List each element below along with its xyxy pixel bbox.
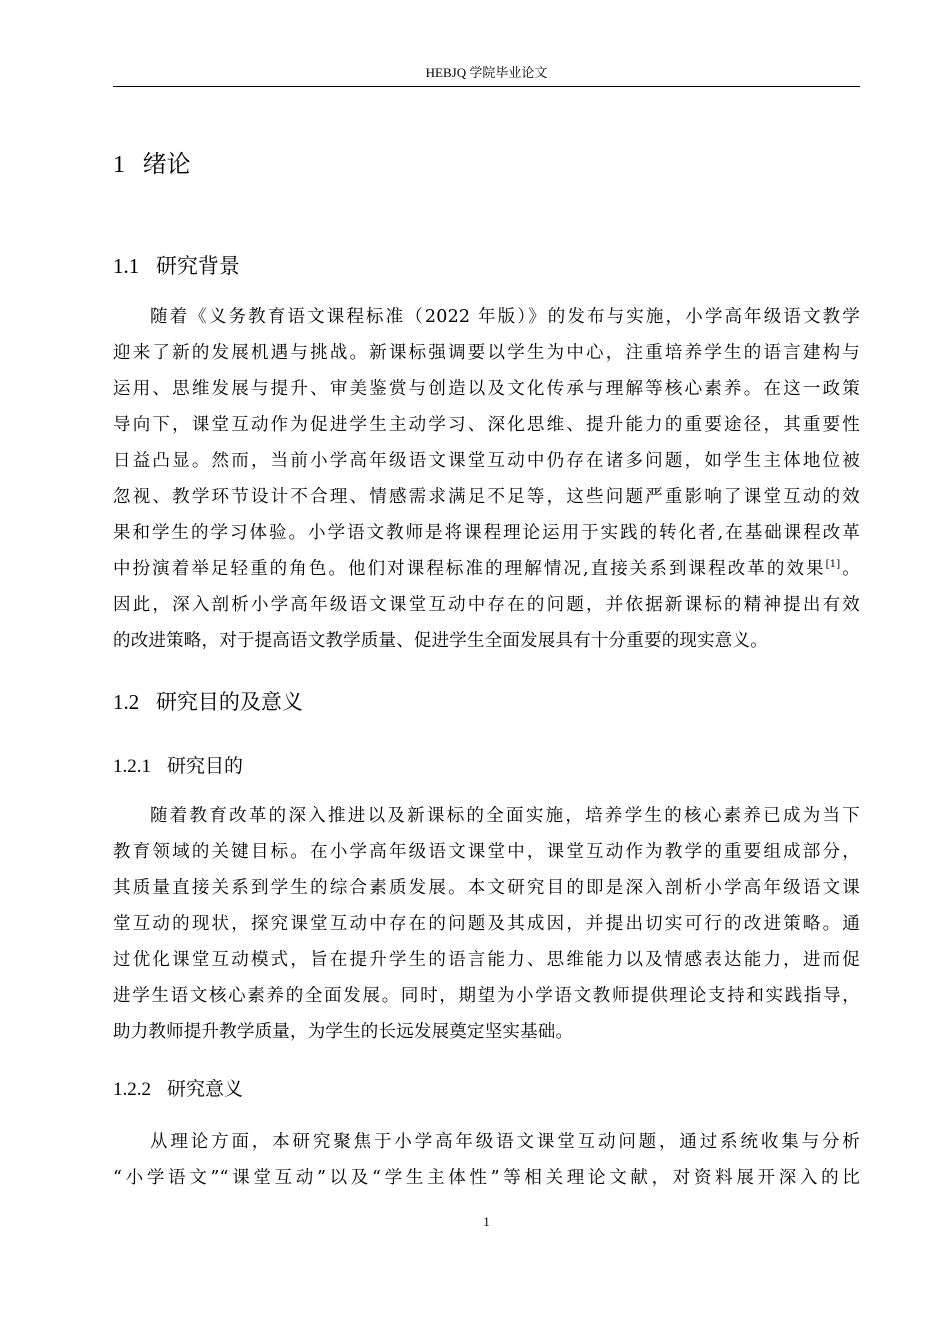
paragraph-line: 随着教育改革的深入推进以及新课标的全面实施，培养学生的核心素养已成为当下 (150, 806, 860, 826)
paragraph-research-purpose (113, 798, 860, 1050)
section-number: 1.2 (113, 690, 140, 714)
paragraph-line: 因此，深入剖析小学高年级语文课堂互动中存在的问题，并依据新课标的精神提出有效 (113, 595, 860, 615)
citation-ref: [1] (825, 559, 841, 571)
subsection-number: 1.2.2 (113, 1079, 151, 1100)
paragraph-research-significance (113, 1124, 860, 1196)
paragraph-line: 从理论方面，本研究聚焦于小学高年级语文课堂互动问题，通过系统收集与分析 (150, 1132, 860, 1152)
subsection-title: 研究意义 (167, 1078, 244, 1100)
paragraph-line: 运用、思维发展与提升、审美鉴赏与创造以及文化传承与理解等核心素养。在这一政策 (113, 379, 860, 399)
subsection-title: 研究目的 (167, 755, 244, 777)
paragraph-line: 迎来了新的发展机遇与挑战。新课标强调要以学生为中心，注重培养学生的语言建构与 (113, 343, 860, 363)
header-rule (113, 86, 860, 87)
paragraph-line: 过优化课堂互动模式，旨在提升学生的语言能力、思维能力以及情感表达能力，进而促 (113, 950, 860, 970)
section-title: 研究背景 (155, 254, 240, 278)
paragraph-line: 进学生语文核心素养的全面发展。同时，期望为小学语文教师提供理论支持和实践指导， (113, 986, 860, 1006)
running-header: HEBJQ 学院毕业论文 (425, 65, 548, 80)
paragraph-line: 其质量直接关系到学生的综合素质发展。本文研究目的即是深入剖析小学高年级语文课 (113, 878, 860, 898)
page-number: 1 (483, 1214, 490, 1229)
paragraph-line: 教育领域的关键目标。在小学高年级语文课堂中，课堂互动作为教学的重要组成部分， (113, 842, 860, 862)
paragraph-line: 日益凸显。然而，当前小学高年级语文课堂互动中仍存在诸多问题，如学生主体地位被 (113, 451, 860, 471)
line-end: 。 (840, 559, 860, 579)
section-title: 研究目的及意义 (155, 690, 303, 714)
section-heading-1-1 (113, 250, 240, 282)
chapter-heading (113, 146, 191, 183)
paragraph-line: 助力教师提升教学质量，为学生的长远发展奠定坚实基础。 (113, 1022, 574, 1042)
chapter-title: 绪论 (142, 150, 191, 178)
section-heading-1-2 (113, 686, 303, 718)
subsection-heading-1-2-2 (113, 1074, 243, 1105)
section-number: 1.1 (113, 254, 140, 278)
subsection-heading-1-2-1 (113, 751, 243, 782)
paragraph-line: “小学语文”“课堂互动”以及“学生主体性”等相关理论文献，对资料展开深入的比 (113, 1168, 860, 1188)
paragraph-line: 堂互动的现状，探究课堂互动中存在的问题及其成因，并提出切实可行的改进策略。通 (113, 914, 860, 934)
paragraph-line: 忽视、教学环节设计不合理、情感需求满足不足等，这些问题严重影响了课堂互动的效 (113, 487, 860, 507)
paragraph-line-with-citation (113, 551, 860, 587)
subsection-number: 1.2.1 (113, 756, 151, 777)
paragraph-research-background (113, 299, 860, 659)
paragraph-line: 的改进策略，对于提高语文教学质量、促进学生全面发展具有十分重要的现实意义。 (113, 631, 768, 651)
paragraph-line: 导向下，课堂互动作为促进学生主动学习、深化思维、提升能力的重要途径，其重要性 (113, 415, 860, 435)
paragraph-line: 随着《义务教育语文课程标准（2022 年版）》的发布与实施，小学高年级语文教学 (150, 307, 860, 327)
line-text: 中扮演着举足轻重的角色。他们对课程标准的理解情况,直接关系到课程改革的效果 (113, 559, 826, 579)
chapter-number: 1 (113, 152, 125, 178)
paragraph-line: 果和学生的学习体验。小学语文教师是将课程理论运用于实践的转化者,在基础课程改革 (113, 523, 860, 543)
